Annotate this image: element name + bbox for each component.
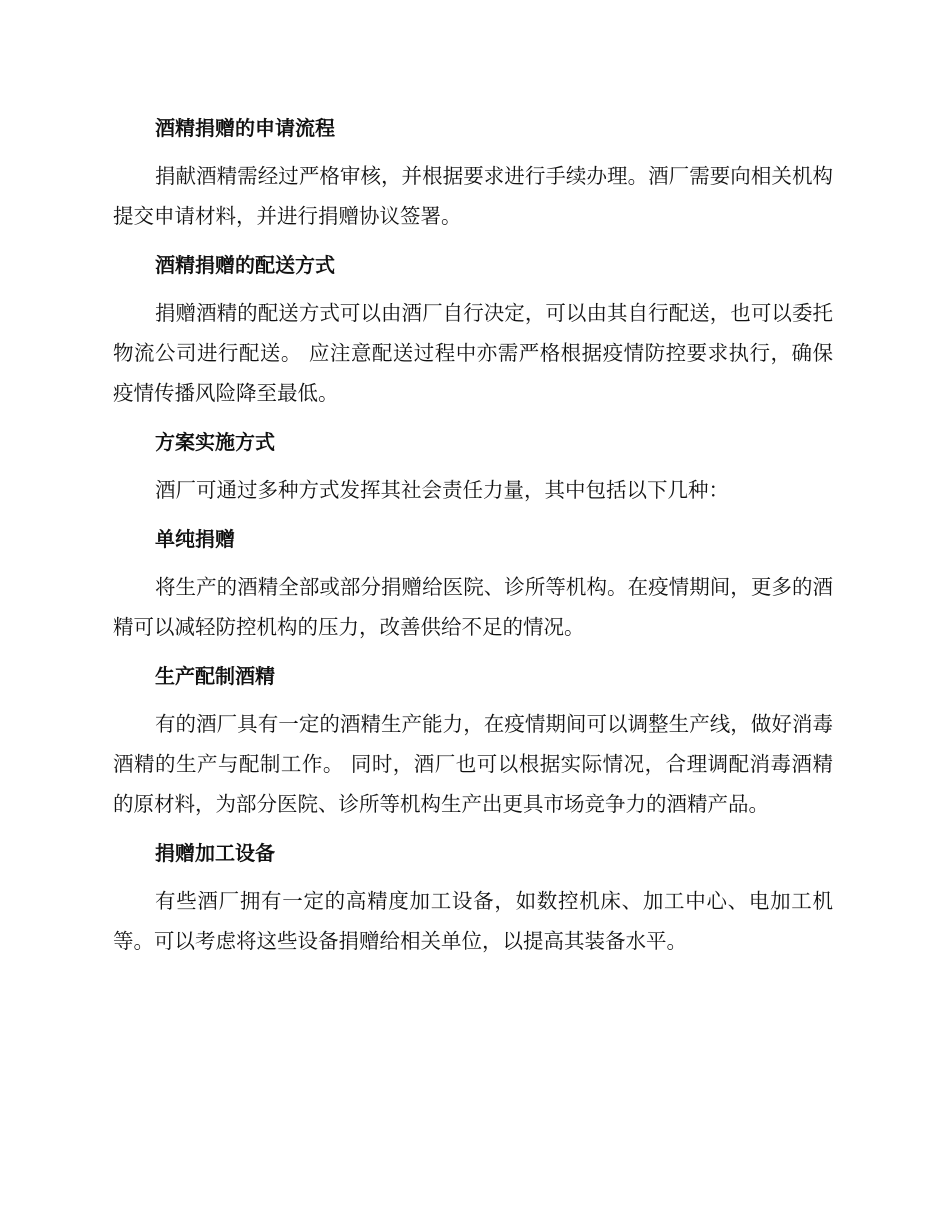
section-paragraph-equipment-donation: 有些酒厂拥有一定的高精度加工设备，如数控机床、加工中心、电加工机等。可以考虑将这些设备捐赠给相关单位，以提高其装备水平。 <box>113 889 833 953</box>
section-paragraph-implementation: 酒厂可通过多种方式发挥其社会责任力量，其中包括以下几种： <box>155 478 729 502</box>
section-heading-equipment-donation: 捐赠加工设备 <box>155 841 275 865</box>
section-heading-production: 生产配制酒精 <box>155 664 275 688</box>
section-heading-delivery-method: 酒精捐赠的配送方式 <box>155 253 335 277</box>
section-paragraph-application-process: 捐献酒精需经过严格审核，并根据要求进行手续办理。酒厂需要向相关机构提交申请材料，并进行捐赠协议签署。 <box>113 164 833 228</box>
document-body <box>113 113 833 961</box>
section-heading-simple-donation: 单纯捐赠 <box>155 527 235 551</box>
section-paragraph-delivery-method: 捐赠酒精的配送方式可以由酒厂自行决定，可以由其自行配送，也可以委托物流公司进行配送。 应注意配送过程中亦需严格根据疫情防控要求执行，确保疫情传播风险降至最低。 <box>113 301 833 405</box>
section-heading-implementation: 方案实施方式 <box>155 430 275 454</box>
section-heading-application-process: 酒精捐赠的申请流程 <box>155 116 335 140</box>
section-paragraph-simple-donation: 将生产的酒精全部或部分捐赠给医院、诊所等机构。在疫情期间，更多的酒精可以减轻防控机构的压力，改善供给不足的情况。 <box>113 575 833 639</box>
section-paragraph-production: 有的酒厂具有一定的酒精生产能力，在疫情期间可以调整生产线，做好消毒酒精的生产与配制工作。 同时，酒厂也可以根据实际情况，合理调配消毒酒精的原材料，为部分医院、诊所等机构生产出更具市场竞争力的酒精产品。 <box>113 712 833 816</box>
